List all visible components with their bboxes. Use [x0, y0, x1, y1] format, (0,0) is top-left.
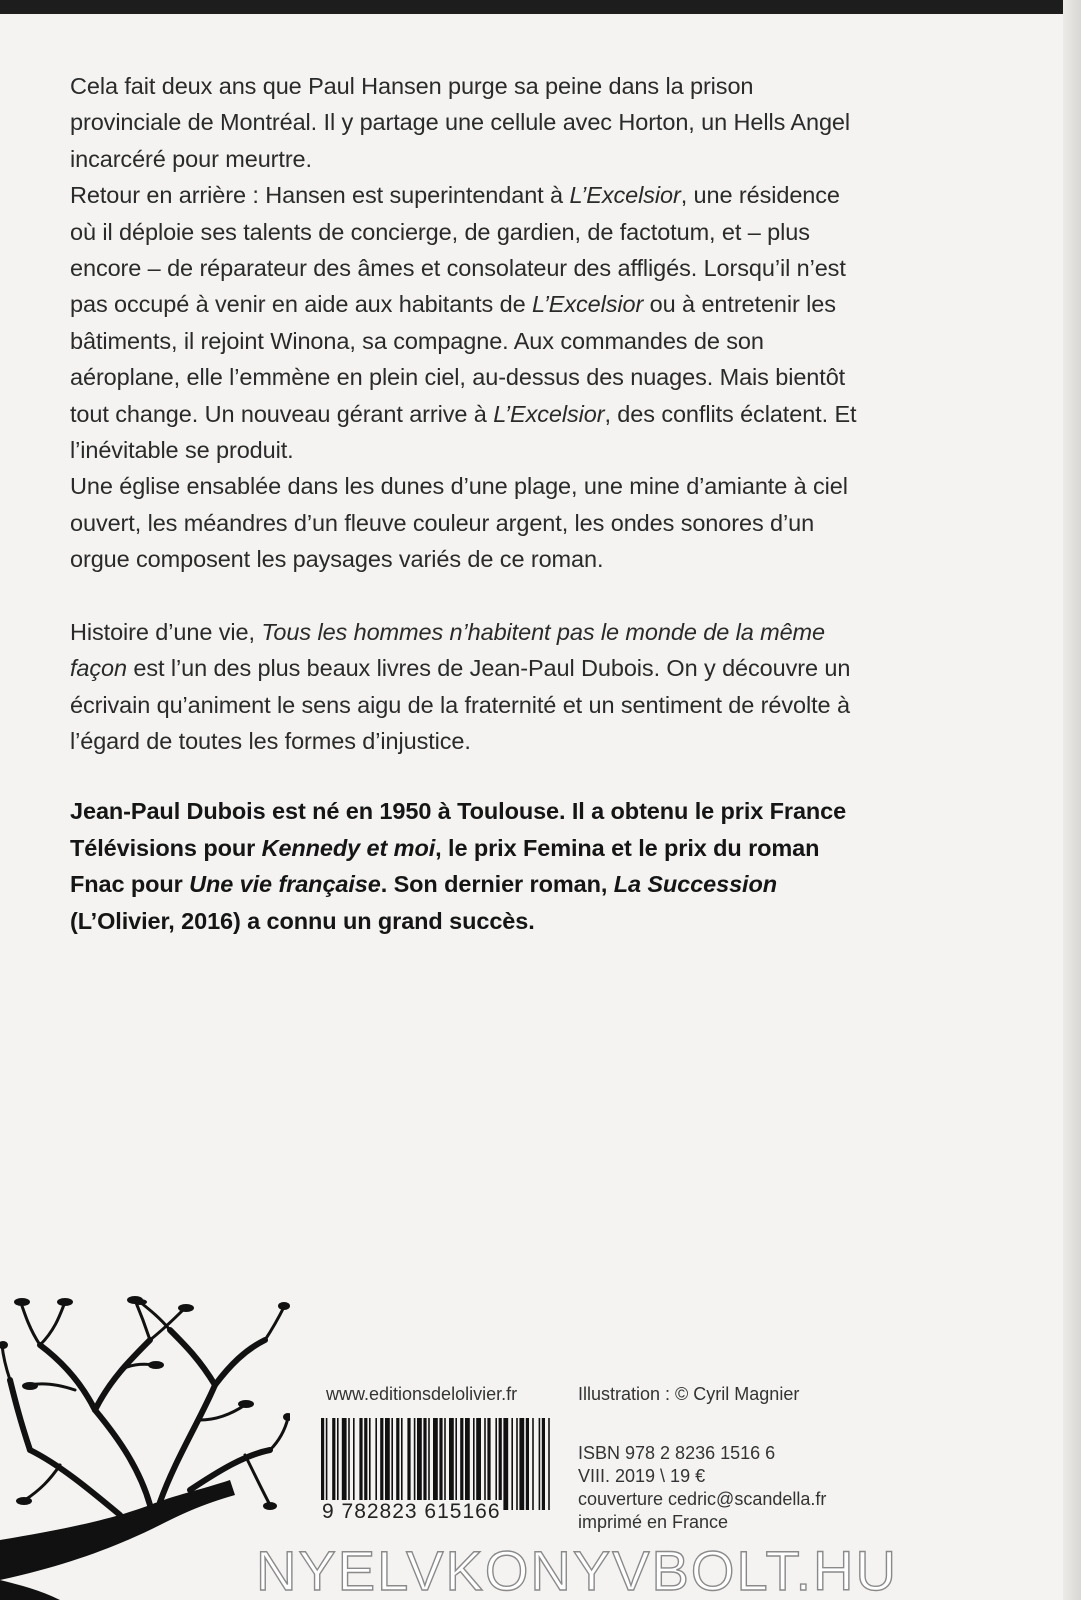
cover-credit: couverture cedric@scandella.fr: [578, 1489, 827, 1509]
right-edge: [1063, 0, 1081, 1600]
paragraph-4: Histoire d’une vie, Tous les hommes n’habitent pas le monde de la même façon est l’un des plus beaux livres de Jean-Paul Dubois. On y découvre un écrivain qu’animent le sens aigu de la fraternité et un sentiment de révolte à l’égard de toutes les formes d’injustice.: [70, 618, 851, 754]
author-bio: Jean-Paul Dubois est né en 1950 à Toulouse. Il a obtenu le prix France Télévisions pour Kennedy et moi, le prix Femina et le prix du roman Fnac pour Une vie française. Son dernier roman, La Succession (L’Olivier, 2016) a connu un grand succès.: [70, 798, 847, 934]
top-edge: [0, 0, 1081, 14]
illustration-credit: Illustration : © Cyril Magnier: [578, 1384, 800, 1404]
publisher-website: www.editionsdelolivier.fr: [326, 1384, 518, 1404]
paragraph-3: Une église ensablée dans les dunes d’une plage, une mine d’amiante à ciel ouvert, les méandres d’un fleuve couleur argent, les ondes sonores d’un orgue composent les paysages variés de ce roman.: [70, 473, 848, 573]
isbn: ISBN 978 2 8236 1516 6: [578, 1443, 776, 1463]
paragraph-1: Cela fait deux ans que Paul Hansen purge sa peine dans la prison provinciale de Montréal. Il y partage une cellule avec Horton, un Hells Angel incarcéré pour meurtre.: [70, 73, 850, 172]
watermark: NYELVKONYVBOLT.HU: [256, 1539, 898, 1602]
book-info: [578, 1442, 826, 1534]
blurb: [70, 68, 860, 939]
paragraph-2: Retour en arrière : Hansen est superintendant à L’Excelsior, une résidence où il déploie ses talents de concierge, de gardien, de factotum, et – plus encore – de réparateur des âmes et consolateur des affligés. Lorsqu’il n’est pas occupé à venir en aide aux habitants de L’Excelsior ou à entretenir les bâtiments, il rejoint Winona, sa compagne. Aux commandes de son aéroplane, elle l’emmène en plein ciel, au-dessus des nuages. Mais bientôt tout change. Un nouveau gérant arrive à L’Excelsior, des conflits éclatent. Et l’inévitable se produit.: [70, 182, 857, 464]
olive-tree-logo-icon: [0, 1290, 290, 1600]
printed-in: imprimé en France: [578, 1512, 729, 1532]
date-price: VIII. 2019 \ 19 €: [578, 1466, 706, 1486]
barcode-number: 9 782823 615166: [322, 1500, 501, 1523]
